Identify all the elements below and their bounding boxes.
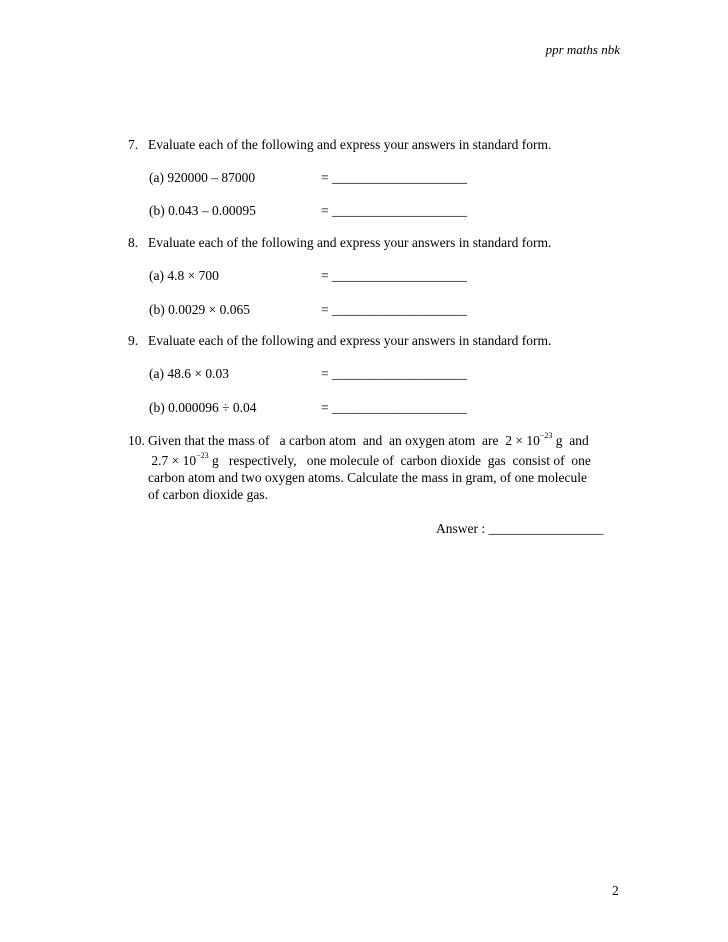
question-7b (149, 203, 489, 219)
question-text: Evaluate each of the following and express your answers in standard form. (148, 137, 552, 152)
question-8 (128, 235, 628, 251)
part-expression: (a) 48.6 × 0.03 (149, 366, 229, 381)
answer-blank: = ____________________ (321, 170, 467, 185)
answer-blank: = ____________________ (321, 268, 467, 283)
question-8a (149, 268, 489, 284)
question-9a (149, 366, 489, 382)
question-10 (128, 432, 618, 503)
question-text-line-4: of carbon dioxide gas. (148, 487, 268, 502)
question-text: Evaluate each of the following and express your answers in standard form. (148, 333, 552, 348)
part-expression: (b) 0.000096 ÷ 0.04 (149, 400, 257, 415)
answer-blank: = ____________________ (321, 203, 467, 218)
question-9b (149, 400, 489, 416)
question-text-line-2: $2.7 \times 10^{-23}$ g respectively, one molecule of carbon dioxide gas consist of one (151, 451, 591, 468)
question-number: 7. (128, 137, 139, 152)
question-number: 9. (128, 333, 139, 348)
question-number: 8. (128, 235, 139, 250)
question-text-line-1: Given that the mass of a carbon atom and an oxygen atom are $2 \times 10^{-23}$ g and (148, 431, 589, 448)
question-8b (149, 302, 489, 318)
question-7 (128, 137, 628, 153)
part-expression: (a) 4.8 × 700 (149, 268, 219, 283)
question-text: Evaluate each of the following and express your answers in standard form. (148, 235, 552, 250)
answer-blank: = ____________________ (321, 400, 467, 415)
question-7a (149, 170, 489, 186)
part-expression: (b) 0.043 – 0.00095 (149, 203, 256, 218)
question-number: 10. (128, 433, 145, 448)
answer-blank: = ____________________ (321, 302, 467, 317)
answer-blank: = ____________________ (321, 366, 467, 381)
question-9 (128, 333, 628, 349)
part-expression: (a) 920000 – 87000 (149, 170, 256, 185)
question-text-line-3: carbon atom and two oxygen atoms. Calculate the mass in gram, of one molecule (148, 470, 588, 485)
page-header: ppr maths nbk (545, 42, 620, 57)
answer-line: Answer : _________________ (436, 521, 604, 536)
page-number: 2 (612, 883, 619, 898)
part-expression: (b) 0.0029 × 0.065 (149, 302, 250, 317)
